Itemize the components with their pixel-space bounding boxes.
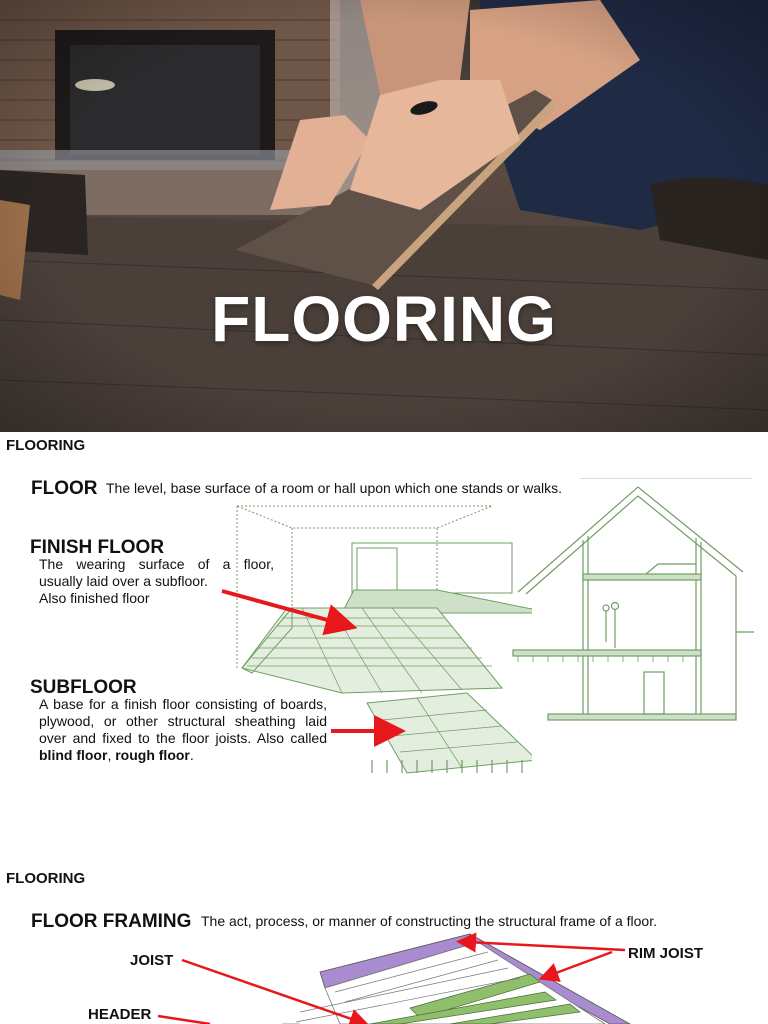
- slide-2-label: FLOORING: [6, 870, 86, 887]
- finish-floor-def-line-1: The wearing surface of a floor,: [39, 556, 274, 572]
- alt-name-end: .: [189, 747, 194, 763]
- slide-2-arrows: [0, 930, 768, 1024]
- floor-term: FLOOR: [31, 478, 98, 499]
- joist-arrow: [182, 960, 360, 1022]
- finish-floor-def-line-3: Also finished floor: [39, 590, 150, 606]
- rim-joist-callout: RIM JOIST: [628, 945, 704, 962]
- subfloor-term: SUBFLOOR: [30, 677, 137, 698]
- alt-name-separator: ,: [107, 747, 116, 763]
- finish-floor-term: FINISH FLOOR: [30, 537, 165, 558]
- slide-1-label: FLOORING: [6, 437, 86, 454]
- floor-framing-definition: The act, process, or manner of constructing the structural frame of a floor.: [201, 913, 657, 929]
- alt-name-rough-floor: rough floor: [115, 747, 190, 763]
- subfloor-def-line-3: over and fixed to the floor joists. Also called: [39, 730, 327, 746]
- header-arrow: [158, 1016, 210, 1024]
- finish-floor-arrow: [222, 591, 342, 624]
- hero-title: FLOORING: [211, 283, 557, 355]
- floor-framing-term: FLOOR FRAMING: [31, 911, 192, 932]
- joist-callout: JOIST: [130, 952, 174, 969]
- header-callout: HEADER: [88, 1006, 152, 1023]
- floor-definition: The level, base surface of a room or hall upon which one stands or walks.: [106, 480, 563, 496]
- finish-floor-def-line-2: usually laid over a subfloor.: [39, 573, 208, 589]
- alt-name-blind-floor: blind floor: [39, 747, 108, 763]
- subfloor-def-line-2: plywood, or other structural sheathing laid: [39, 713, 327, 729]
- rim-joist-arrow-side: [548, 952, 612, 976]
- subfloor-def-line-1: A base for a finish floor consisting of boards,: [39, 696, 327, 712]
- rim-joist-arrow-top: [466, 942, 625, 950]
